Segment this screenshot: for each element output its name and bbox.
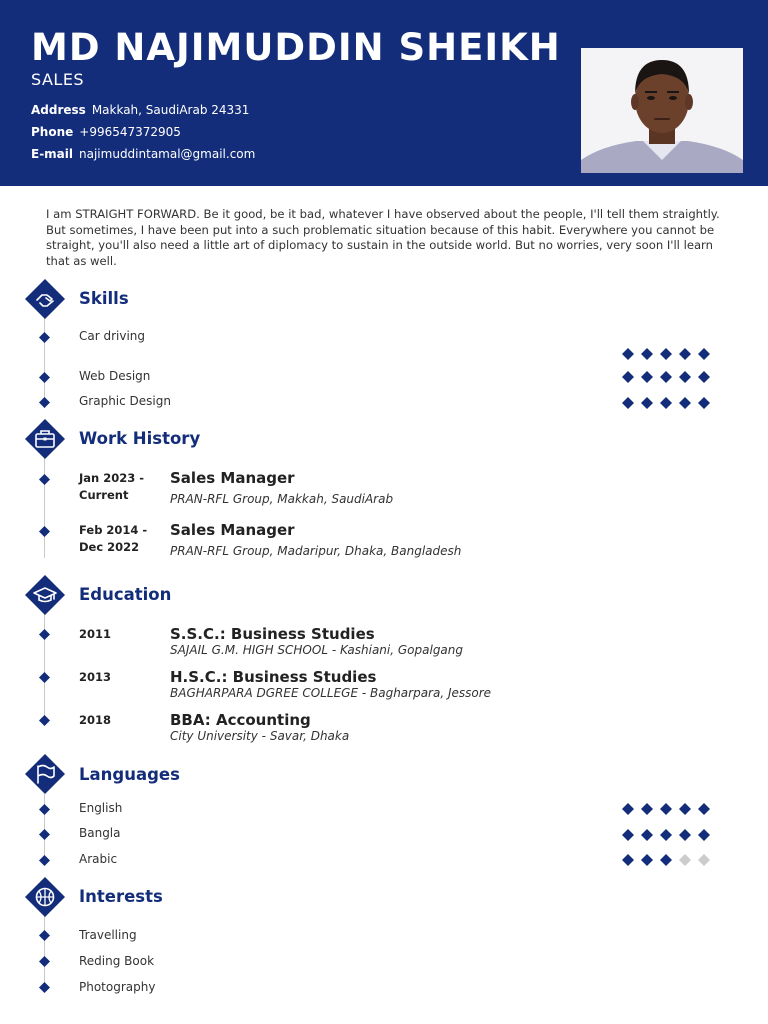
candidate-name: MD NAJIMUDDIN SHEIKH xyxy=(31,26,561,69)
interest-reading: Reding Book xyxy=(79,954,155,968)
interest-bullet xyxy=(39,982,50,993)
rating-diamond-filled xyxy=(641,829,653,841)
rating-diamond-filled xyxy=(660,371,672,383)
language-bullet xyxy=(39,855,50,866)
contact-email-label: E-mail xyxy=(31,147,74,161)
work-date-2-start: Feb 2014 - xyxy=(79,523,148,537)
rating-diamond-filled xyxy=(660,397,672,409)
interests-section-title: Interests xyxy=(79,887,163,906)
education-bullet xyxy=(39,672,50,683)
education-school-1: SAJAIL G.M. HIGH SCHOOL - Kashiani, Gopalgang xyxy=(170,643,464,657)
work-title-2: Sales Manager xyxy=(170,521,295,539)
languages-section-title: Languages xyxy=(79,765,180,784)
interest-bullet xyxy=(39,930,50,941)
profile-summary: I am STRAIGHT FORWARD. Be it good, be it bad, whatever I have observed about the people, I'll tell them straightly. But sometimes, I have been put into a such problematic situation because of this habit. Everywhere you cannot be straight, you'll also need a little art of diplomacy to sustain in the outside world. But no worries, very soon I'll learn that as well. xyxy=(46,207,720,268)
work-bullet xyxy=(39,526,50,537)
skill-web-design: Web Design xyxy=(79,369,151,383)
rating-diamond-filled xyxy=(641,348,653,360)
education-bullet xyxy=(39,629,50,640)
skill-car-driving-rating xyxy=(622,345,712,357)
rating-diamond-filled xyxy=(641,854,653,866)
work-bullet xyxy=(39,474,50,485)
education-year-2: 2013 xyxy=(79,670,112,684)
education-degree-3: BBA: Accounting xyxy=(170,711,311,729)
language-bullet xyxy=(39,804,50,815)
rating-diamond-filled xyxy=(698,829,710,841)
rating-diamond-filled xyxy=(698,371,710,383)
contact-email-value: najimuddintamal@gmail.com xyxy=(79,147,256,161)
work-company-1: PRAN-RFL Group, Makkah, SaudiArab xyxy=(170,492,394,506)
rating-diamond-filled xyxy=(641,803,653,815)
profile-photo xyxy=(581,48,743,173)
language-arabic-rating xyxy=(622,851,712,863)
rating-diamond-filled xyxy=(679,803,691,815)
basketball-icon xyxy=(25,877,65,917)
rating-diamond-filled xyxy=(679,397,691,409)
rating-diamond-filled xyxy=(698,397,710,409)
rating-diamond-filled xyxy=(679,829,691,841)
contact-address xyxy=(31,103,249,117)
rating-diamond-filled xyxy=(622,348,634,360)
language-bullet xyxy=(39,829,50,840)
briefcase-icon xyxy=(25,419,65,459)
education-bullet xyxy=(39,715,50,726)
language-english-rating xyxy=(622,800,712,812)
interests-timeline-line xyxy=(44,916,45,992)
rating-diamond-filled xyxy=(698,803,710,815)
skills-section-title: Skills xyxy=(79,289,129,308)
rating-diamond-filled xyxy=(660,348,672,360)
contact-address-label: Address xyxy=(31,103,86,117)
rating-diamond-filled xyxy=(660,803,672,815)
education-section-title: Education xyxy=(79,585,172,604)
graduation-cap-icon xyxy=(25,575,65,615)
skill-bullet xyxy=(39,332,50,343)
rating-diamond-filled xyxy=(622,854,634,866)
rating-diamond-filled xyxy=(660,854,672,866)
skill-bullet xyxy=(39,397,50,408)
rating-diamond-filled xyxy=(641,371,653,383)
rating-diamond-empty xyxy=(698,854,710,866)
interest-bullet xyxy=(39,956,50,967)
rating-diamond-empty xyxy=(679,854,691,866)
rating-diamond-filled xyxy=(641,397,653,409)
contact-phone-label: Phone xyxy=(31,125,74,139)
language-bangla-rating xyxy=(622,826,712,838)
hand-icon xyxy=(25,279,65,319)
work-section-title: Work History xyxy=(79,429,201,448)
skill-graphic-design-rating xyxy=(622,394,712,406)
language-english: English xyxy=(79,801,123,815)
rating-diamond-filled xyxy=(622,371,634,383)
rating-diamond-filled xyxy=(679,371,691,383)
work-date-1-end: Current xyxy=(79,488,129,502)
contact-address-value: Makkah, SaudiArab 24331 xyxy=(91,103,250,117)
education-school-3: City University - Savar, Dhaka xyxy=(170,729,350,743)
rating-diamond-filled xyxy=(679,348,691,360)
education-degree-2: H.S.C.: Business Studies xyxy=(170,668,377,686)
work-title-1: Sales Manager xyxy=(170,469,295,487)
skill-bullet xyxy=(39,372,50,383)
rating-diamond-filled xyxy=(622,397,634,409)
work-date-2-end: Dec 2022 xyxy=(79,540,140,554)
education-year-3: 2018 xyxy=(79,713,112,727)
rating-diamond-filled xyxy=(622,803,634,815)
contact-phone xyxy=(31,125,181,139)
language-bangla: Bangla xyxy=(79,826,121,840)
interest-travelling: Travelling xyxy=(79,928,137,942)
skill-graphic-design: Graphic Design xyxy=(79,394,171,408)
skill-web-design-rating xyxy=(622,368,712,380)
work-date-2 xyxy=(79,522,147,556)
skill-car-driving: Car driving xyxy=(79,329,146,343)
rating-diamond-filled xyxy=(698,348,710,360)
rating-diamond-filled xyxy=(660,829,672,841)
work-timeline-line xyxy=(44,458,45,558)
candidate-role: SALES xyxy=(31,70,85,89)
work-date-1 xyxy=(79,470,144,504)
education-year-1: 2011 xyxy=(79,627,112,641)
contact-phone-value: +996547372905 xyxy=(79,125,181,139)
rating-diamond-filled xyxy=(622,829,634,841)
education-school-2: BAGHARPARA DGREE COLLEGE - Bagharpara, Jessore xyxy=(170,686,492,700)
education-degree-1: S.S.C.: Business Studies xyxy=(170,625,375,643)
language-arabic: Arabic xyxy=(79,852,118,866)
work-date-1-start: Jan 2023 - xyxy=(79,471,145,485)
interest-photography: Photography xyxy=(79,980,156,994)
resume-header xyxy=(0,0,768,186)
work-company-2: PRAN-RFL Group, Madaripur, Dhaka, Bangladesh xyxy=(170,544,462,558)
contact-email xyxy=(31,147,255,161)
flag-icon xyxy=(25,754,65,794)
